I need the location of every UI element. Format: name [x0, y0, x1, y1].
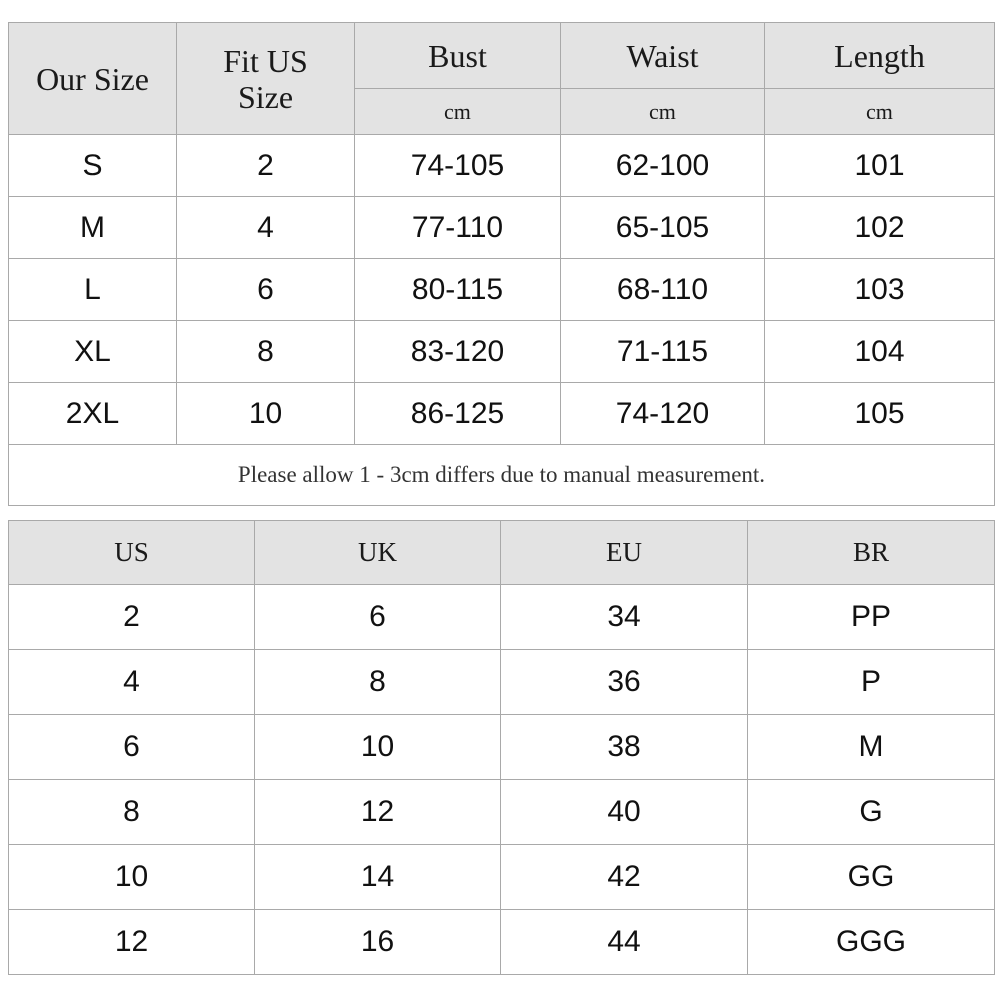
cell-uk: 12: [255, 780, 501, 845]
table-row: [9, 780, 995, 845]
table-row: [9, 383, 995, 445]
cell-us: 8: [9, 780, 255, 845]
header-length: Length: [765, 23, 995, 89]
cell-waist: 68-110: [561, 259, 765, 321]
table-row: [9, 135, 995, 197]
header-br: BR: [748, 521, 995, 585]
table-row: [9, 845, 995, 910]
header-uk: UK: [255, 521, 501, 585]
cell-eu: 36: [501, 650, 748, 715]
cell-our-size: XL: [9, 321, 177, 383]
header-our-size: Our Size: [9, 23, 177, 135]
cell-waist: 74-120: [561, 383, 765, 445]
cell-uk: 8: [255, 650, 501, 715]
header-us: US: [9, 521, 255, 585]
cell-us: 6: [9, 715, 255, 780]
cell-eu: 34: [501, 585, 748, 650]
table-row: [9, 321, 995, 383]
cell-waist: 65-105: [561, 197, 765, 259]
cell-fit-us-size: 10: [177, 383, 355, 445]
cell-fit-us-size: 4: [177, 197, 355, 259]
size-conversion-table: [8, 520, 995, 975]
cell-our-size: L: [9, 259, 177, 321]
cell-fit-us-size: 2: [177, 135, 355, 197]
header-bust: Bust: [355, 23, 561, 89]
table-row: [9, 715, 995, 780]
cell-our-size: 2XL: [9, 383, 177, 445]
cell-fit-us-size: 8: [177, 321, 355, 383]
cell-us: 2: [9, 585, 255, 650]
cell-bust: 80-115: [355, 259, 561, 321]
header-waist: Waist: [561, 23, 765, 89]
table-row: [9, 650, 995, 715]
cell-bust: 83-120: [355, 321, 561, 383]
cell-br: P: [748, 650, 995, 715]
cell-us: 4: [9, 650, 255, 715]
cell-fit-us-size: 6: [177, 259, 355, 321]
table-row: [9, 910, 995, 975]
cell-our-size: S: [9, 135, 177, 197]
header-fit-us-size: [177, 23, 355, 135]
cell-our-size: M: [9, 197, 177, 259]
table-row: [9, 585, 995, 650]
cell-eu: 42: [501, 845, 748, 910]
size-chart-table: [8, 22, 995, 506]
cell-waist: 71-115: [561, 321, 765, 383]
cell-br: GGG: [748, 910, 995, 975]
cell-br: M: [748, 715, 995, 780]
cell-bust: 77-110: [355, 197, 561, 259]
cell-uk: 10: [255, 715, 501, 780]
cell-br: G: [748, 780, 995, 845]
header-waist-unit: cm: [561, 89, 765, 135]
cell-eu: 40: [501, 780, 748, 845]
cell-length: 102: [765, 197, 995, 259]
cell-eu: 44: [501, 910, 748, 975]
cell-uk: 14: [255, 845, 501, 910]
header-fit-us-size-text: Fit US Size: [223, 42, 308, 115]
measurement-note: Please allow 1 - 3cm differs due to manual measurement.: [9, 445, 995, 506]
table-row: [9, 259, 995, 321]
cell-uk: 16: [255, 910, 501, 975]
cell-us: 10: [9, 845, 255, 910]
cell-br: GG: [748, 845, 995, 910]
cell-length: 104: [765, 321, 995, 383]
cell-length: 101: [765, 135, 995, 197]
cell-bust: 74-105: [355, 135, 561, 197]
cell-length: 105: [765, 383, 995, 445]
cell-waist: 62-100: [561, 135, 765, 197]
cell-eu: 38: [501, 715, 748, 780]
cell-bust: 86-125: [355, 383, 561, 445]
header-bust-unit: cm: [355, 89, 561, 135]
cell-br: PP: [748, 585, 995, 650]
table-row: [9, 197, 995, 259]
header-length-unit: cm: [765, 89, 995, 135]
cell-uk: 6: [255, 585, 501, 650]
cell-us: 12: [9, 910, 255, 975]
cell-length: 103: [765, 259, 995, 321]
header-eu: EU: [501, 521, 748, 585]
